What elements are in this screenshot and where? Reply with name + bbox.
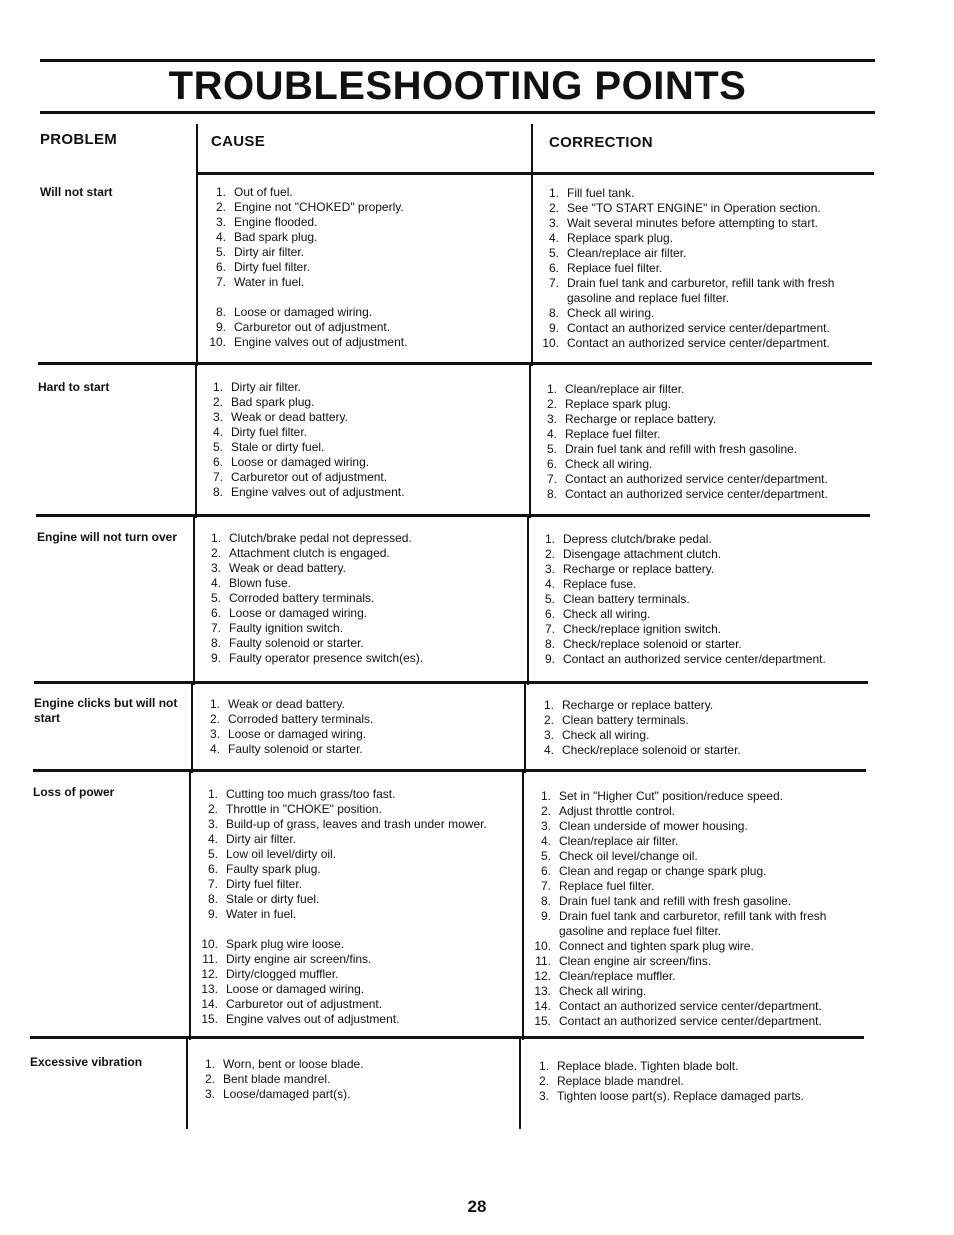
list-item: 3. Wait several minutes before attempting to start. — [548, 216, 818, 230]
divider-correction-2 — [529, 362, 531, 518]
list-item: 9. Contact an authorized service center/department. — [548, 321, 830, 335]
list-item: 3. Loose or damaged wiring. — [209, 727, 367, 741]
list-item: 8. Stale or dirty fuel. — [207, 892, 320, 906]
problem-excessive-vibration: Excessive vibration — [30, 1055, 143, 1069]
list-item: 13. Check all wiring. — [534, 984, 647, 998]
list-item: 10. Spark plug wire loose. — [201, 937, 345, 951]
header-cause: CAUSE — [211, 133, 266, 150]
list-item: 1. Recharge or replace battery. — [543, 698, 714, 712]
problem-will-not-start: Will not start — [40, 185, 113, 199]
list-item: 12. Dirty/clogged muffler. — [201, 967, 339, 981]
list-item: 3. Check all wiring. — [543, 728, 650, 742]
list-item: 5. Clean/replace air filter. — [548, 246, 687, 260]
list-item: 6. Dirty fuel filter. — [215, 260, 311, 274]
list-item: 2. Clean battery terminals. — [543, 713, 689, 727]
list-item: 4. Dirty air filter. — [207, 832, 297, 846]
list-item: 9. Water in fuel. — [207, 907, 297, 921]
correction-list-engine-clicks — [534, 698, 864, 758]
list-item: 2. Attachment clutch is engaged. — [210, 546, 390, 560]
list-item: 1. Out of fuel. — [215, 185, 293, 199]
list-item: 5. Clean battery terminals. — [544, 592, 690, 606]
list-item: 14. Contact an authorized service center/department. — [534, 999, 822, 1013]
section-rule-5 — [30, 1036, 864, 1039]
list-item: 1. Dirty air filter. — [212, 380, 302, 394]
list-item: 1. Clean/replace air filter. — [546, 382, 685, 396]
list-item: 10. Connect and tighten spark plug wire. — [534, 939, 754, 953]
cause-list-loss-of-power — [198, 787, 518, 1027]
page-number: 28 — [467, 1197, 487, 1216]
cause-list-excessive-vibration — [195, 1057, 515, 1102]
list-item: 3. Recharge or replace battery. — [546, 412, 717, 426]
problem-loss-of-power: Loss of power — [33, 785, 115, 799]
cause-list-engine-clicks — [200, 697, 520, 757]
list-item: 6. Loose or damaged wiring. — [212, 455, 370, 469]
list-item: 3. Recharge or replace battery. — [544, 562, 715, 576]
divider-cause-5 — [189, 769, 191, 1040]
correction-list-excessive-vibration — [529, 1059, 859, 1104]
list-item: 2. Replace spark plug. — [546, 397, 672, 411]
list-item: 3. Weak or dead battery. — [212, 410, 348, 424]
list-item: 5. Corroded battery terminals. — [210, 591, 375, 605]
list-item: 2. Corroded battery terminals. — [209, 712, 374, 726]
cause-list-engine-will-not-turn-over — [201, 531, 521, 666]
list-item: 8. Contact an authorized service center/department. — [546, 487, 828, 501]
correction-list-hard-to-start — [537, 382, 867, 502]
list-item: 10. Engine valves out of adjustment. — [209, 335, 408, 349]
list-item: 2. Throttle in "CHOKE" position. — [207, 802, 382, 816]
header-correction: CORRECTION — [549, 134, 653, 151]
list-item: 1. Worn, bent or loose blade. — [204, 1057, 364, 1071]
divider-cause-3 — [193, 514, 195, 685]
header-problem: PROBLEM — [40, 131, 118, 148]
list-item: 5. Stale or dirty fuel. — [212, 440, 325, 454]
list-item: 7. Check/replace ignition switch. — [544, 622, 722, 636]
list-item: 3. Engine flooded. — [215, 215, 318, 229]
list-item: 9. Contact an authorized service center/department. — [544, 652, 826, 666]
correction-list-engine-will-not-turn-over — [535, 532, 865, 667]
list-item: 4. Blown fuse. — [210, 576, 292, 590]
list-item: 10. Contact an authorized service center/department. — [542, 336, 830, 350]
list-item: 3. Tighten loose part(s). Replace damaged parts. — [538, 1089, 805, 1103]
problem-engine-clicks-but-will-not-start: Engine clicks but will not start — [34, 696, 178, 725]
problem-engine-will-not-turn-over: Engine will not turn over — [37, 530, 178, 544]
section-rule-1 — [38, 362, 872, 365]
list-item: 4. Faulty solenoid or starter. — [209, 742, 363, 756]
cause-list-will-not-start — [206, 185, 526, 350]
list-item: 1. Weak or dead battery. — [209, 697, 345, 711]
header-rule — [198, 172, 874, 175]
problem-hard-to-start: Hard to start — [38, 380, 110, 394]
list-item: 1. Clutch/brake pedal not depressed. — [210, 531, 412, 545]
divider-correction-1 — [531, 124, 533, 366]
list-item: 6. Clean and regap or change spark plug. — [540, 864, 767, 878]
list-item: 4. Replace fuse. — [544, 577, 637, 591]
list-item: 7. Carburetor out of adjustment. — [212, 470, 388, 484]
divider-cause-6 — [186, 1036, 188, 1129]
list-item: 6. Replace fuel filter. — [548, 261, 663, 275]
list-item: 9. Carburetor out of adjustment. — [215, 320, 391, 334]
list-item: 6. Loose or damaged wiring. — [210, 606, 368, 620]
page-title: TROUBLESHOOTING POINTS — [168, 64, 747, 108]
list-item: 4. Replace spark plug. — [548, 231, 674, 245]
list-item: 7. Water in fuel. — [215, 275, 305, 289]
list-item: 3. Clean underside of mower housing. — [540, 819, 748, 833]
section-rule-3 — [34, 681, 868, 684]
list-item: 14. Carburetor out of adjustment. — [201, 997, 383, 1011]
list-item: 8. Loose or damaged wiring. — [215, 305, 373, 319]
list-item: 7. Contact an authorized service center/department. — [546, 472, 828, 486]
divider-correction-3 — [527, 514, 529, 685]
list-item: 4. Clean/replace air filter. — [540, 834, 679, 848]
list-item: 1. Set in "Higher Cut" position/reduce speed. — [540, 789, 783, 803]
list-item: 9. Faulty operator presence switch(es). — [210, 651, 424, 665]
list-item: 6. Check all wiring. — [546, 457, 653, 471]
list-item: 6. Check all wiring. — [544, 607, 651, 621]
list-item: 6. Faulty spark plug. — [207, 862, 321, 876]
list-item: 2. Adjust throttle control. — [540, 804, 676, 818]
list-item: 7. Drain fuel tank and carburetor, refill tank with fresh gasoline and replace fuel filter. — [548, 276, 835, 305]
title-rule — [40, 111, 875, 114]
list-item: 4. Check/replace solenoid or starter. — [543, 743, 741, 757]
list-item: 2. Engine not "CHOKED" properly. — [215, 200, 404, 214]
list-item: 13. Loose or damaged wiring. — [201, 982, 365, 996]
list-item: 5. Dirty air filter. — [215, 245, 305, 259]
list-item: 2. Disengage attachment clutch. — [544, 547, 722, 561]
divider-correction-6 — [519, 1036, 521, 1129]
list-item: 9. Drain fuel tank and carburetor, refill tank with fresh gasoline and replace fuel filter. — [540, 909, 827, 938]
list-item: 8. Drain fuel tank and refill with fresh gasoline. — [540, 894, 792, 908]
list-item: 7. Dirty fuel filter. — [207, 877, 303, 891]
list-item: 15. Engine valves out of adjustment. — [201, 1012, 400, 1026]
list-item: 1. Cutting too much grass/too fast. — [207, 787, 396, 801]
list-item: 8. Faulty solenoid or starter. — [210, 636, 364, 650]
list-item: 5. Check oil level/change oil. — [540, 849, 698, 863]
list-item: 2. See "TO START ENGINE" in Operation section. — [548, 201, 821, 215]
divider-cause-2 — [195, 362, 197, 518]
section-rule-4 — [33, 769, 866, 772]
list-item: 15. Contact an authorized service center/department. — [534, 1014, 822, 1028]
list-item: 2. Replace blade mandrel. — [538, 1074, 684, 1088]
list-item: 2. Bad spark plug. — [212, 395, 315, 409]
list-item: 2. Bent blade mandrel. — [204, 1072, 331, 1086]
list-item: 8. Engine valves out of adjustment. — [212, 485, 405, 499]
correction-list-will-not-start — [539, 186, 869, 351]
divider-correction-4 — [524, 681, 526, 773]
list-item: 4. Dirty fuel filter. — [212, 425, 308, 439]
list-item: 7. Faulty ignition switch. — [210, 621, 344, 635]
list-item: 3. Loose/damaged part(s). — [204, 1087, 351, 1101]
list-item: 3. Build-up of grass, leaves and trash under mower. — [207, 817, 487, 831]
list-item: 11. Clean engine air screen/fins. — [535, 954, 712, 968]
list-item: 11. Dirty engine air screen/fins. — [202, 952, 372, 966]
list-item: 12. Clean/replace muffler. — [534, 969, 676, 983]
list-item: 1. Replace blade. Tighten blade bolt. — [538, 1059, 739, 1073]
list-item: 4. Bad spark plug. — [215, 230, 318, 244]
list-item: 7. Replace fuel filter. — [540, 879, 655, 893]
list-item: 5. Low oil level/dirty oil. — [207, 847, 337, 861]
correction-list-loss-of-power — [531, 789, 861, 1029]
list-item: 5. Drain fuel tank and refill with fresh gasoline. — [546, 442, 798, 456]
list-item: 1. Depress clutch/brake pedal. — [544, 532, 712, 546]
list-item: 8. Check all wiring. — [548, 306, 655, 320]
list-item: 1. Fill fuel tank. — [548, 186, 635, 200]
divider-cause-4 — [191, 681, 193, 773]
cause-list-hard-to-start — [203, 380, 523, 500]
list-item: 4. Replace fuel filter. — [546, 427, 661, 441]
list-item: 3. Weak or dead battery. — [210, 561, 346, 575]
divider-correction-5 — [522, 769, 524, 1040]
divider-cause-1 — [196, 124, 198, 366]
section-rule-2 — [36, 514, 870, 517]
list-item: 8. Check/replace solenoid or starter. — [544, 637, 742, 651]
